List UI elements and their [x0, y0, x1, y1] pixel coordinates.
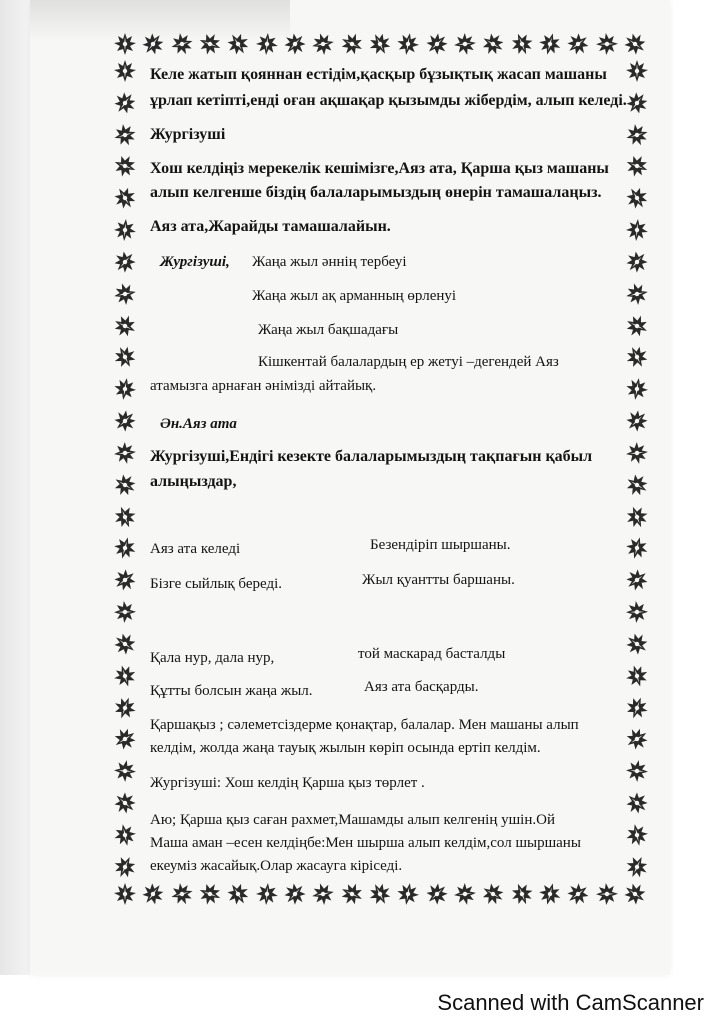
leaf-ornament-icon	[112, 376, 138, 402]
leaf-ornament-icon	[112, 122, 138, 148]
song-line-5: атамызга арнаған әнімізді айтайық.	[150, 378, 377, 394]
text-line-20: екеуміз жасайық.Олар жасауга кіріседі.	[150, 858, 403, 874]
leaf-ornament-icon	[624, 535, 650, 561]
leaf-ornament-icon	[112, 599, 138, 625]
leaf-ornament-icon	[565, 31, 591, 57]
scanner-watermark: Scanned with CamScanner	[437, 990, 704, 1015]
leaf-ornament-icon	[624, 854, 650, 880]
leaf-ornament-icon	[624, 695, 650, 721]
leaf-ornament-icon	[310, 881, 336, 907]
leaf-ornament-icon	[624, 90, 650, 116]
leaf-ornament-icon	[480, 31, 506, 57]
leaf-ornament-icon	[225, 881, 251, 907]
leaf-ornament-icon	[624, 153, 650, 179]
leaf-ornament-icon	[509, 31, 535, 57]
leaf-ornament-icon	[112, 535, 138, 561]
song-line-1: Жаңа жыл әннің тербеуі	[252, 254, 407, 270]
leaf-ornament-icon	[537, 31, 563, 57]
page-edge-shadow	[0, 0, 30, 975]
leaf-ornament-icon	[112, 631, 138, 657]
leaf-ornament-icon	[624, 504, 650, 530]
leaf-ornament-icon	[112, 822, 138, 848]
text-line-5: алып келгенше біздің балаларымыздың өнерін тамашалаңыз.	[150, 184, 602, 201]
leaf-ornament-icon	[112, 185, 138, 211]
leaf-ornament-icon	[112, 881, 138, 907]
leaf-ornament-icon	[367, 31, 393, 57]
leaf-ornament-icon	[424, 31, 450, 57]
leaf-ornament-icon	[112, 408, 138, 434]
leaf-ornament-icon	[112, 663, 138, 689]
leaf-ornament-icon	[480, 881, 506, 907]
poem-3-left: Қала нур, дала нур,	[150, 650, 275, 666]
text-line-16: келдім, жолда жаңа тауық жылын көріп осында ертіп келдім.	[150, 740, 541, 756]
leaf-ornament-icon	[624, 408, 650, 434]
leaf-ornament-icon	[452, 31, 478, 57]
leaf-ornament-icon	[197, 31, 223, 57]
leaf-ornament-icon	[282, 31, 308, 57]
poem-4-left: Құтты болсын жаңа жыл.	[150, 683, 313, 699]
leaf-ornament-icon	[197, 881, 223, 907]
speaker-label-italic: Жургізуші,	[160, 254, 230, 270]
leaf-ornament-icon	[282, 881, 308, 907]
leaf-ornament-icon	[424, 881, 450, 907]
leaf-ornament-icon	[112, 90, 138, 116]
leaf-ornament-icon	[624, 58, 650, 84]
song-line-2: Жаңа жыл ақ арманның өрленуі	[252, 288, 457, 304]
text-line-15: Қаршақыз ; сәлеметсіздерме қонақтар, балалар. Мен машаны алып	[150, 717, 579, 733]
leaf-ornament-icon	[624, 631, 650, 657]
leaf-ornament-icon	[112, 31, 138, 57]
leaf-ornament-icon	[622, 31, 648, 57]
leaf-ornament-icon	[112, 790, 138, 816]
leaf-ornament-icon	[169, 881, 195, 907]
leaf-ornament-icon	[624, 472, 650, 498]
leaf-ornament-icon	[112, 854, 138, 880]
leaf-ornament-icon	[624, 344, 650, 370]
leaf-ornament-icon	[112, 472, 138, 498]
ornament-border-left	[110, 58, 140, 880]
text-line-18: Аю; Қарша қыз саған рахмет,Машамды алып келгенің ушін.Ой	[150, 812, 555, 828]
leaf-ornament-icon	[112, 695, 138, 721]
leaf-ornament-icon	[395, 31, 421, 57]
poem-1-left: Аяз ата келеді	[150, 541, 241, 557]
leaf-ornament-icon	[339, 881, 365, 907]
leaf-ornament-icon	[624, 376, 650, 402]
leaf-ornament-icon	[169, 31, 195, 57]
leaf-ornament-icon	[624, 758, 650, 784]
text-line-6: Аяз ата,Жарайды тамашалайын.	[150, 218, 391, 235]
text-line-1: Келе жатып қояннан естідім,қасқыр бұзықтық жасап машаны	[150, 66, 607, 83]
leaf-ornament-icon	[624, 440, 650, 466]
leaf-ornament-icon	[339, 31, 365, 57]
leaf-ornament-icon	[622, 881, 648, 907]
poem-3-right: той маскарад басталды	[358, 646, 506, 662]
leaf-ornament-icon	[112, 217, 138, 243]
leaf-ornament-icon	[624, 790, 650, 816]
poem-2-left: Бізге сыйлық береді.	[150, 576, 283, 592]
leaf-ornament-icon	[509, 881, 535, 907]
leaf-ornament-icon	[594, 31, 620, 57]
leaf-ornament-icon	[112, 504, 138, 530]
leaf-ornament-icon	[112, 313, 138, 339]
text-line-2: ұрлап кетіпті,енді оған ақшақар қызымды жібердім, алып келеді.	[150, 92, 627, 109]
ornament-border-right	[622, 58, 652, 880]
leaf-ornament-icon	[225, 31, 251, 57]
leaf-ornament-icon	[624, 281, 650, 307]
leaf-ornament-icon	[624, 599, 650, 625]
leaf-ornament-icon	[624, 313, 650, 339]
poem-2-right: Жыл қуантты баршаны.	[362, 572, 515, 588]
leaf-ornament-icon	[565, 881, 591, 907]
leaf-ornament-icon	[452, 881, 478, 907]
song-title: Ән.Аяз ата	[160, 416, 237, 432]
leaf-ornament-icon	[112, 440, 138, 466]
ornament-border-top	[112, 30, 648, 58]
song-line-4: Кішкентай балалардың ер жетуі –дегендей Аяз	[258, 354, 559, 370]
leaf-ornament-icon	[140, 881, 166, 907]
leaf-ornament-icon	[112, 726, 138, 752]
leaf-ornament-icon	[624, 567, 650, 593]
leaf-ornament-icon	[140, 31, 166, 57]
poem-1-right: Безендіріп шыршаны.	[370, 537, 511, 553]
leaf-ornament-icon	[112, 344, 138, 370]
poem-4-right: Аяз ата басқарды.	[364, 679, 479, 695]
text-line-14: алыңыздар,	[150, 473, 237, 490]
leaf-ornament-icon	[624, 122, 650, 148]
leaf-ornament-icon	[624, 249, 650, 275]
leaf-ornament-icon	[112, 153, 138, 179]
song-line-3: Жаңа жыл бақшадағы	[258, 322, 399, 338]
leaf-ornament-icon	[594, 881, 620, 907]
leaf-ornament-icon	[624, 217, 650, 243]
leaf-ornament-icon	[624, 726, 650, 752]
leaf-ornament-icon	[624, 822, 650, 848]
leaf-ornament-icon	[310, 31, 336, 57]
ornament-border-bottom	[112, 880, 648, 908]
leaf-ornament-icon	[395, 881, 421, 907]
leaf-ornament-icon	[367, 881, 393, 907]
text-line-19: Маша аман –есен келдіңбе:Мен шырша алып келдім,сол шыршаны	[150, 835, 581, 851]
leaf-ornament-icon	[112, 281, 138, 307]
text-line-17: Жургізуші: Хош келдің Қарша қыз төрлет .	[150, 775, 425, 791]
text-line-13: Жургізуші,Ендігі кезекте балаларымыздың тақпағын қабыл	[150, 448, 593, 465]
speaker-label: Жургізуші	[150, 126, 226, 143]
leaf-ornament-icon	[624, 663, 650, 689]
leaf-ornament-icon	[112, 567, 138, 593]
leaf-ornament-icon	[112, 249, 138, 275]
leaf-ornament-icon	[112, 758, 138, 784]
leaf-ornament-icon	[624, 185, 650, 211]
leaf-ornament-icon	[537, 881, 563, 907]
leaf-ornament-icon	[112, 58, 138, 84]
text-line-4: Хош келдіңіз мерекелік кешімізге,Аяз ата, Қарша қыз машаны	[150, 160, 609, 177]
